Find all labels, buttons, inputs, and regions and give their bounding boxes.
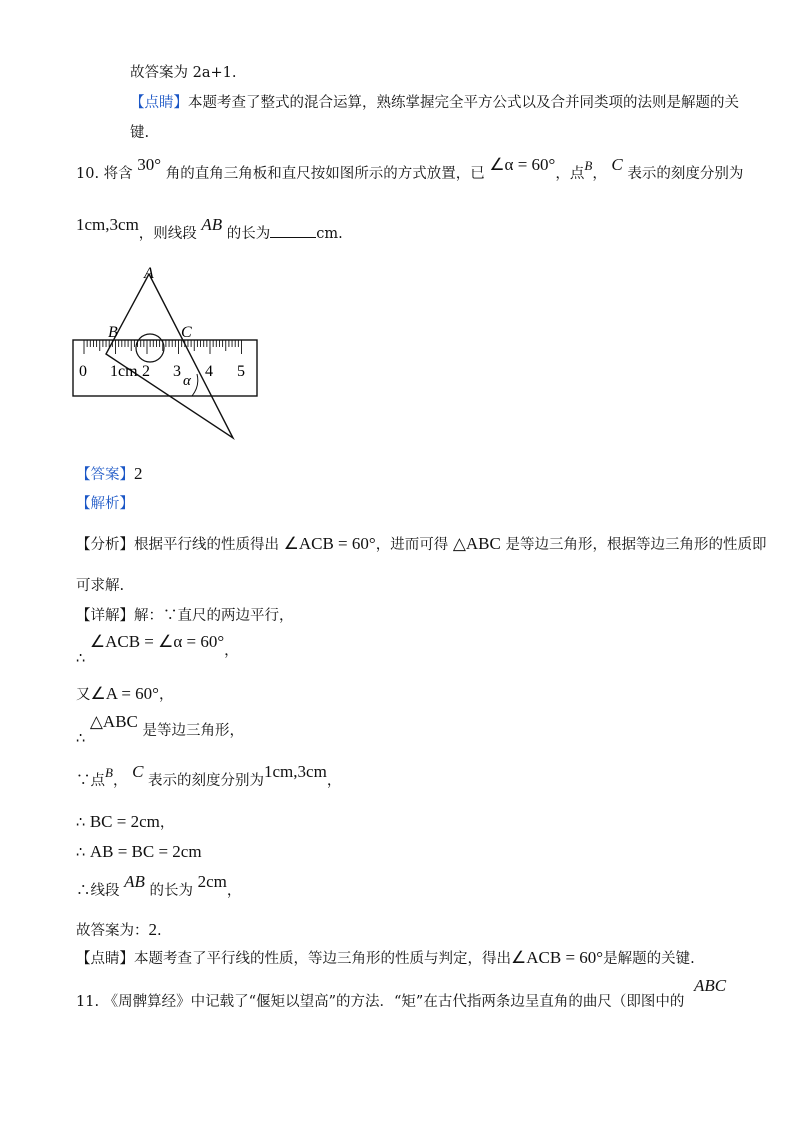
detail-l2-end: ， xyxy=(224,643,239,659)
detail-line-6 xyxy=(76,812,174,833)
q10-answer-blank xyxy=(270,223,316,238)
detail-l6-end: ， xyxy=(159,815,175,831)
dianjing-eq: ∠ACB = 60° xyxy=(511,948,604,967)
q10-values: 1cm,3cm xyxy=(76,215,139,234)
analysis-line xyxy=(76,494,134,514)
dianjing-text-1: 本题考查了平行线的性质，等边三角形的性质与判定，得出 xyxy=(134,951,511,967)
label-alpha: α xyxy=(183,373,191,389)
label-C: C xyxy=(181,324,192,341)
detail-line-3 xyxy=(76,684,173,705)
detail-l7-sym: ∴ xyxy=(76,845,86,861)
detail-l5-B: B xyxy=(105,765,113,780)
q10-number: 10. 将含 xyxy=(76,166,133,182)
detail-l6-eq: BC = 2cm xyxy=(89,812,160,831)
prev-comment-line-1 xyxy=(130,93,739,113)
detail-l8-val: 2cm xyxy=(197,872,227,891)
detail-l4-text: 是等边三角形， xyxy=(142,723,244,739)
q10-point-C: C xyxy=(611,155,623,174)
q10-AB: AB xyxy=(201,215,223,234)
detail-l2-sym: ∴ xyxy=(76,651,86,667)
ruler xyxy=(73,340,257,396)
fenxi-line-1 xyxy=(76,534,766,555)
ruler-label-5: 5 xyxy=(237,363,245,380)
detail-l5-pre: ∵点 xyxy=(76,773,105,789)
q10-text-4: ，则线段 xyxy=(138,226,197,242)
fenxi-line-2: 可求解. xyxy=(76,578,125,594)
detail-l8-sym: ∴线段 xyxy=(76,883,120,899)
ruler-circle xyxy=(136,334,164,362)
fenxi-text-2: ，进而可得 xyxy=(375,537,449,553)
detail-l9-end: . xyxy=(157,923,162,939)
detail-l6-sym: ∴ xyxy=(76,815,86,831)
answer-tag: 【答案】 xyxy=(76,467,134,483)
detail-l5-C: C xyxy=(132,762,144,781)
q10-deg30: 30° xyxy=(137,155,162,174)
prev-answer-line: 故答案为 2a+1. xyxy=(130,65,237,81)
detail-l7-eq: AB = BC = 2cm xyxy=(89,842,202,861)
detail-l5-comma: ， xyxy=(112,773,128,789)
q10-angle-alpha: ∠α = 60° xyxy=(489,155,556,174)
detail-l4-triangle: △ABC xyxy=(89,712,138,731)
ruler-label-1: 1cm xyxy=(110,363,138,380)
answer-value: 2 xyxy=(134,464,143,483)
detail-l5-val: 1cm,3cm xyxy=(264,762,327,781)
dianjing-line xyxy=(76,948,695,969)
fenxi-eq: ∠ACB = 60° xyxy=(283,534,376,553)
detail-l1: 解：∵直尺的两边平行， xyxy=(134,608,294,624)
question-10-line-1 xyxy=(76,155,744,184)
detail-line-5 xyxy=(76,762,342,791)
ruler-label-2: 2 xyxy=(142,363,150,380)
fenxi-text-3: 是等边三角形，根据等边三角形的性质即 xyxy=(505,537,767,553)
q10-point-B: B xyxy=(584,158,593,173)
dianjing-text-2: 是解题的关键. xyxy=(603,951,695,967)
q10-text-5: 的长为 xyxy=(226,226,271,242)
triangle xyxy=(106,274,233,438)
detail-tag: 【详解】 xyxy=(76,608,134,624)
detail-line-8 xyxy=(76,872,242,901)
prev-comment-line-2: 键. xyxy=(130,125,150,141)
detail-l3-end: ， xyxy=(158,687,174,703)
answer-line xyxy=(76,464,143,485)
detail-l2-eq: ∠ACB = ∠α = 60° xyxy=(89,632,225,651)
detail-l5-end: ， xyxy=(326,773,342,789)
q10-text-2: ，点 xyxy=(555,166,585,182)
label-B: B xyxy=(108,324,118,341)
question-10-line-2 xyxy=(76,215,343,244)
detail-l4-sym: ∴ xyxy=(76,731,86,747)
q10-comma: ， xyxy=(592,166,607,182)
question-11-line xyxy=(76,992,684,1012)
detail-l3-eq: ∠A = 60° xyxy=(90,684,159,703)
dianjing-tag: 【点睛】 xyxy=(76,951,134,967)
ruler-label-0: 0 xyxy=(79,363,87,380)
fenxi-triangle: △ABC xyxy=(452,534,501,553)
detail-l9-val: 2 xyxy=(148,920,157,939)
q11-ABC xyxy=(694,976,726,997)
detail-line-1 xyxy=(76,606,294,626)
prev-comment-tag: 【点睛】 xyxy=(130,95,188,111)
q11-ABC-label: ABC xyxy=(694,976,727,995)
detail-line-4 xyxy=(76,712,244,747)
q10-text-3: 表示的刻度分别为 xyxy=(627,166,744,182)
label-A: A xyxy=(144,265,154,282)
q11-text: 11. 《周髀算经》中记载了“偃矩以望高”的方法．“矩”在古代指两条边呈直角的曲尺（即图中的 xyxy=(76,994,685,1010)
detail-line-2 xyxy=(76,632,239,667)
q10-text-1: 角的直角三角板和直尺按如图所示的方式放置，已 xyxy=(165,166,485,182)
triangle-ruler-figure xyxy=(60,262,270,442)
detail-l8-AB: AB xyxy=(124,872,145,891)
detail-l8-text: 的长为 xyxy=(149,883,193,899)
detail-l9: 故答案为： xyxy=(76,923,149,939)
detail-l8-end: ， xyxy=(226,883,242,899)
fenxi-text-1: 根据平行线的性质得出 xyxy=(134,537,279,553)
detail-l5-text: 表示的刻度分别为 xyxy=(148,773,265,789)
detail-line-9 xyxy=(76,920,162,941)
alpha-arc xyxy=(192,374,198,396)
fenxi-tag: 【分析】 xyxy=(76,537,134,553)
ruler-label-3: 3 xyxy=(173,363,181,380)
prev-comment-text-1: 本题考查了整式的混合运算，熟练掌握完全平方公式以及合并同类项的法则是解题的关 xyxy=(188,95,739,111)
detail-line-7 xyxy=(76,842,202,863)
ruler-label-4: 4 xyxy=(205,363,213,380)
detail-l3-pre: 又 xyxy=(76,687,91,703)
q10-unit: cm. xyxy=(316,226,343,242)
analysis-tag: 【解析】 xyxy=(76,496,134,512)
